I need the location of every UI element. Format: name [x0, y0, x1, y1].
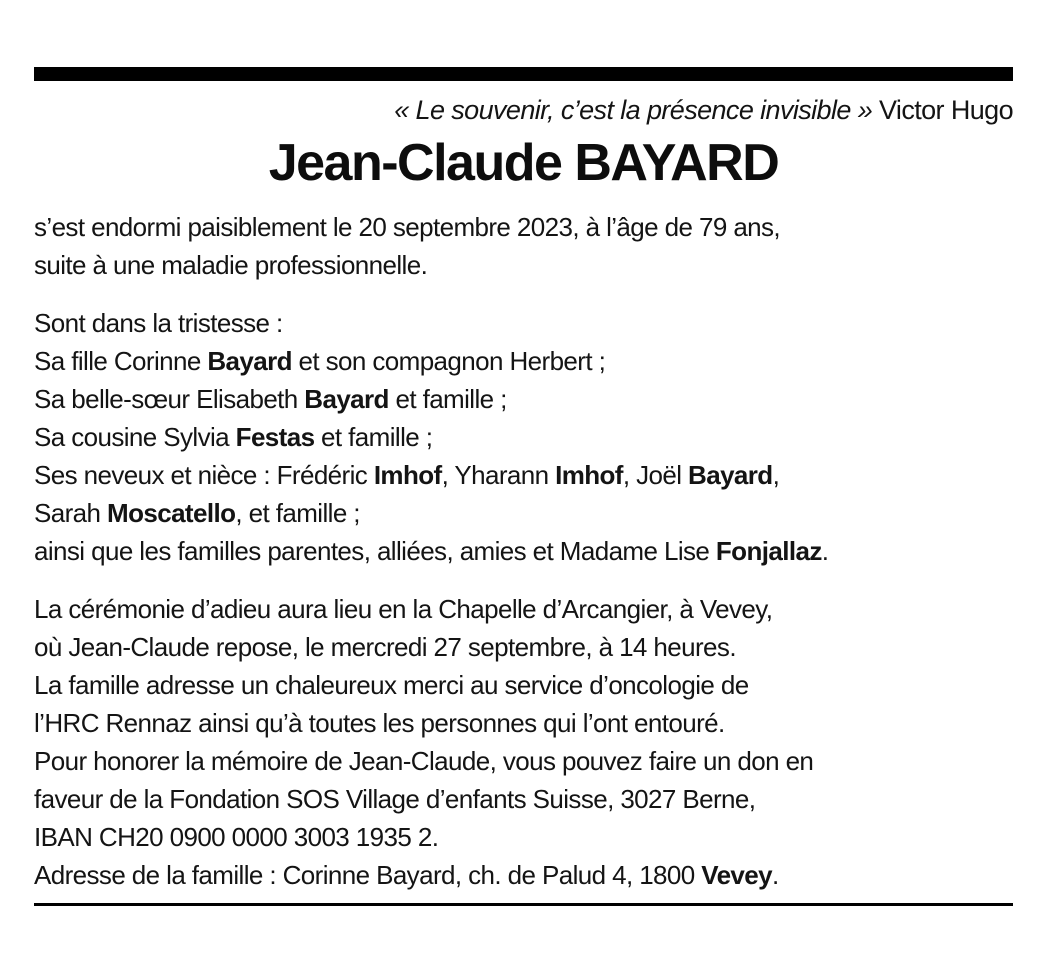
text-line: La famille adresse un chaleureux merci au service d’oncologie de: [34, 670, 749, 700]
text-line: Sa belle-sœur Elisabeth Bayard et famille ;: [34, 384, 507, 414]
body-paragraphs: [34, 208, 1013, 894]
top-rule-bar: [34, 67, 1013, 81]
text-line: Ses neveux et nièce : Frédéric Imhof, Yharann Imhof, Joël Bayard,: [34, 460, 780, 490]
text-line: IBAN CH20 0900 0000 3003 1935 2.: [34, 822, 439, 852]
epigraph-quote: « Le souvenir, c’est la présence invisible »: [394, 95, 873, 125]
text-line: l’HRC Rennaz ainsi qu’à toutes les personnes qui l’ont entouré.: [34, 708, 725, 738]
text-line: Sa cousine Sylvia Festas et famille ;: [34, 422, 433, 452]
text-line: La cérémonie d’adieu aura lieu en la Chapelle d’Arcangier, à Vevey,: [34, 594, 773, 624]
epigraph-author: Victor Hugo: [879, 95, 1013, 125]
text-line: s’est endormi paisiblement le 20 septembre 2023, à l’âge de 79 ans,: [34, 212, 781, 242]
paragraph: [34, 208, 1013, 284]
text-line: Sa fille Corinne Bayard et son compagnon Herbert ;: [34, 346, 606, 376]
text-line: Adresse de la famille : Corinne Bayard, ch. de Palud 4, 1800 Vevey.: [34, 860, 779, 890]
paragraph: [34, 590, 1013, 894]
text-line: où Jean-Claude repose, le mercredi 27 septembre, à 14 heures.: [34, 632, 736, 662]
text-line: Sarah Moscatello, et famille ;: [34, 498, 360, 528]
text-line: ainsi que les familles parentes, alliées, amies et Madame Lise Fonjallaz.: [34, 536, 829, 566]
epigraph: [34, 92, 1013, 128]
text-line: Sont dans la tristesse :: [34, 308, 283, 338]
text-line: faveur de la Fondation SOS Village d’enfants Suisse, 3027 Berne,: [34, 784, 756, 814]
bottom-rule-line: [34, 903, 1013, 906]
deceased-name-heading: Jean-Claude BAYARD: [268, 134, 779, 192]
text-line: suite à une maladie professionnelle.: [34, 250, 428, 280]
text-line: Pour honorer la mémoire de Jean-Claude, vous pouvez faire un don en: [34, 746, 814, 776]
obituary-notice: [34, 67, 1013, 906]
paragraph: [34, 304, 1013, 570]
